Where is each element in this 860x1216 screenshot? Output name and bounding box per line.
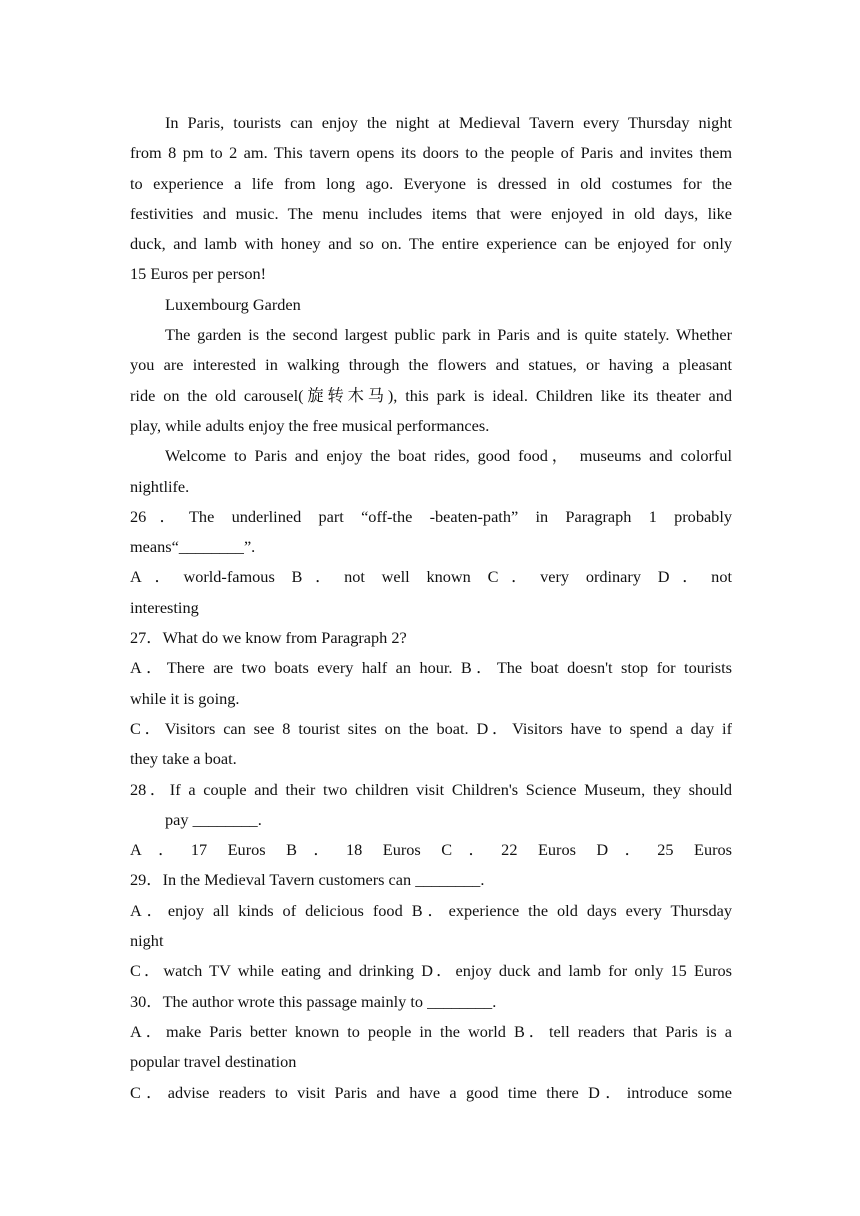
text-line: play, while adults enjoy the free musical performances. — [130, 415, 490, 435]
text-line: In Paris, tourists can enjoy the night at Medieval Tavern every Thursday night — [165, 113, 732, 132]
text-line: you are interested in walking through the flowers and statues, or having a pleasant — [130, 355, 732, 375]
text-line: they take a boat. — [130, 749, 237, 769]
document-page — [130, 108, 732, 1108]
text-line: pay ________. — [165, 809, 262, 829]
question-29: 29．In the Medieval Tavern customers can ________. — [130, 870, 485, 890]
options-29: A．enjoy all kinds of delicious food B．experience the old days every Thursday — [130, 900, 732, 920]
section-heading: Luxembourg Garden — [165, 294, 301, 314]
text-line: while it is going. — [130, 688, 240, 708]
options-27: A．There are two boats every half an hour. B．The boat doesn't stop for tourists — [130, 658, 732, 678]
text-line: night — [130, 931, 164, 951]
options-30: C．advise readers to visit Paris and have a good time there D．introduce some — [130, 1082, 732, 1102]
text-line: from 8 pm to 2 am. This tavern opens its doors to the people of Paris and invites them — [130, 143, 732, 163]
text-line: 15 Euros per person! — [130, 264, 267, 284]
question-27: 27．What do we know from Paragraph 2? — [130, 628, 407, 648]
options-29: C．watch TV while eating and drinking D．enjoy duck and lamb for only 15 Euros — [130, 961, 732, 981]
text-line: ride on the old carousel(旋转木马), this park is ideal. Children like its theater and — [130, 385, 732, 405]
options-26: A．world-famous B．not well known C．very ordinary D．not — [130, 567, 732, 587]
options-27: C．Visitors can see 8 tourist sites on the boat. D．Visitors have to spend a day if — [130, 718, 732, 738]
question-28: 28．If a couple and their two children visit Children's Science Museum, they should — [130, 779, 732, 799]
text-line: festivities and music. The menu includes items that were enjoyed in old days, like — [130, 203, 732, 223]
question-26: 26．The underlined part “off-the -beaten-path” in Paragraph 1 probably — [130, 506, 732, 526]
text-line: nightlife. — [130, 476, 190, 496]
text-line: Welcome to Paris and enjoy the boat rides, good food， museums and colorful — [165, 446, 732, 466]
text-line: to experience a life from long ago. Everyone is dressed in old costumes for the — [130, 173, 732, 193]
options-30: A．make Paris better known to people in the world B．tell readers that Paris is a — [130, 1021, 732, 1041]
question-30: 30．The author wrote this passage mainly to ________. — [130, 991, 497, 1011]
text-line: duck, and lamb with honey and so on. The entire experience can be enjoyed for only — [130, 234, 732, 254]
text-line: popular travel destination — [130, 1052, 297, 1072]
text-line: interesting — [130, 597, 199, 617]
text-line: The garden is the second largest public park in Paris and is quite stately. Whether — [165, 325, 732, 345]
text-line: means“________”. — [130, 537, 256, 557]
options-28: A．17 Euros B．18 Euros C．22 Euros D．25 Euros — [130, 840, 732, 860]
